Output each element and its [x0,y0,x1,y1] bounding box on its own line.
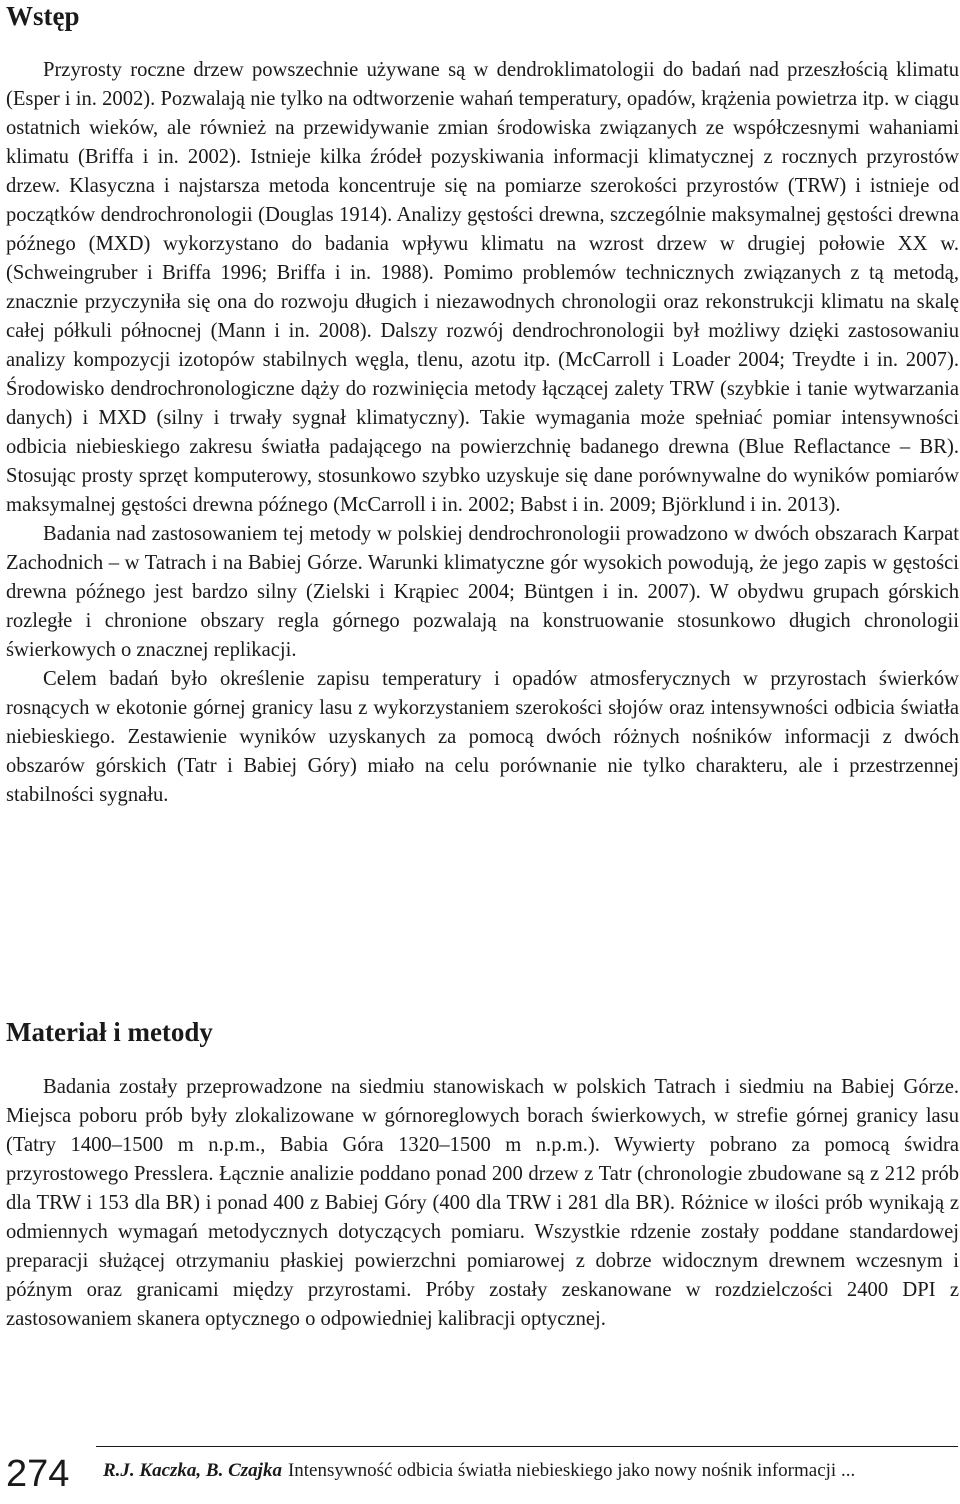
page-number: 274 [6,1453,70,1495]
running-footer [103,1458,959,1484]
paragraph: Badania nad zastosowaniem tej metody w polskiej dendrochronologii prowadzono w dwóch obszarach Karpat Zachodnich – w Tatrach i na Babiej Górze. Warunki klimatyczne gór wysokich powodują, że jego zapis w gęstości drewna późnego jest bardzo silny (Zielski i Krąpiec 2004; Büntgen i in. 2007). W obydwu grupach górskich rozległe i chronione obszary regla górnego pozwalają na konstruowanie stosunkowo długich chronologii świerkowych o znacznej replikacji. [6,523,959,661]
paragraph: Badania zostały przeprowadzone na siedmiu stanowiskach w polskich Tatrach i siedmiu na Babiej Górze. Miejsca poboru prób były zlokalizowane w górnoreglowych borach świerkowych, w strefie górnej granicy lasu (Tatry 1400–1500 m n.p.m., Babia Góra 1320–1500 m n.p.m.). Wywierty pobrano za pomocą świdra przyrostowego Presslera. Łącznie analizie poddano ponad 200 drzew z Tatr (chronologie zbudowane są z 212 prób dla TRW i 153 dla BR) i ponad 400 z Babiej Góry (400 dla TRW i 281 dla BR). Różnice w ilości prób wynikają z odmiennych wymagań metodycznych dotyczących pomiaru. Wszystkie rdzenie zostały poddane standardowej preparacji służącej otrzymaniu płaskiej powierzchni pomiarowej z dobrze widocznym drewnem wczesnym i późnym oraz granicami między przyrostami. Próby zostały zeskanowane w rozdzielczości 2400 DPI z zastosowaniem skanera optycznego o odpowiedniej kalibracji optycznej. [6,1076,959,1330]
section-heading-methods: Materiał i metody [6,1017,213,1047]
section-body-methods [6,1073,959,1334]
paragraph: Celem badań było określenie zapisu temperatury i opadów atmosferycznych w przyrostach świerków rosnących w ekotonie górnej granicy lasu z wykorzystaniem szerokości słojów oraz intensywności odbicia światła niebieskiego. Zestawienie wyników uzyskanych za pomocą dwóch różnych nośników informacji z dwóch obszarów górskich (Tatr i Babiej Góry) miało na celu porównanie nie tylko charakteru, ale i przestrzennej stabilności sygnału. [6,668,959,806]
paragraph: Przyrosty roczne drzew powszechnie używane są w dendroklimatologii do badań nad przeszłością klimatu (Esper i in. 2002). Pozwalają nie tylko na odtworzenie wahań temperatury, opadów, krążenia powietrza itp. w ciągu ostatnich wieków, ale również na przewidywanie zmian środowiska związanych ze współczesnymi wahaniami klimatu (Briffa i in. 2002). Istnieje kilka źródeł pozyskiwania informacji klimatycznej z rocznych przyrostów drzew. Klasyczna i najstarsza metoda koncentruje się na pomiarze szerokości przyrostów (TRW) i istnieje od początków dendrochronologii (Douglas 1914). Analizy gęstości drewna, szczególnie maksymalnej gęstości drewna późnego (MXD) wykorzystano do badania wpływu klimatu na wzrost drzew w drugiej połowie XX w. (Schweingruber i Briffa 1996; Briffa i in. 1988). Pomimo problemów technicznych związanych z tą metodą, znacznie przyczyniła się ona do rozwoju długich i niezawodnych chronologii oraz rekonstrukcji klimatu na skalę całej półkuli północnej (Mann i in. 2008). Dalszy rozwój dendrochronologii był możliwy dzięki zastosowaniu analizy kompozycji izotopów stabilnych węgla, tlenu, azotu itp. (McCarroll i Loader 2004; Treydte i in. 2007). Środowisko dendrochronologiczne dąży do rozwinięcia metody łączącej zalety TRW (szybkie i tanie wytwarzania danych) i MXD (silny i trwały sygnał klimatyczny). Takie wymagania może spełniać pomiar intensywności odbicia niebieskiego zakresu światła padającego na powierzchnię badanego drewna (Blue Reflactance – BR). Stosując prosty sprzęt komputerowy, stosunkowo szybko uzyskuje się dane porównywalne do wyników pomiarów maksymalnej gęstości drewna późnego (McCarroll i in. 2002; Babst i in. 2009; Björklund i in. 2013). [6,59,959,516]
footer-running-title: Intensywność odbicia światła niebieskiego jako nowy nośnik informacji ... [287,1460,856,1481]
section-heading-intro: Wstęp [6,1,80,31]
section-body-intro [6,56,959,810]
footer-divider [96,1446,958,1447]
footer-authors: R.J. Kaczka, B. Czajka [103,1460,282,1481]
